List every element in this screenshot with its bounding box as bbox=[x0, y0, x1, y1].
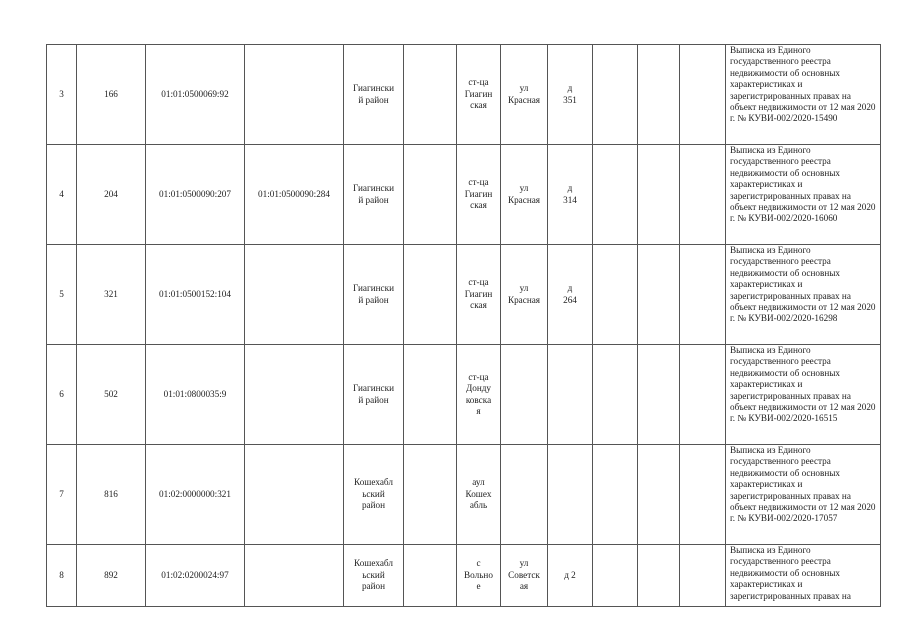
empty-cell bbox=[680, 445, 726, 545]
empty-cell bbox=[404, 545, 457, 607]
row-number: 4 bbox=[47, 145, 77, 245]
row-number: 5 bbox=[47, 245, 77, 345]
district: Гиагински й район bbox=[344, 145, 404, 245]
house: д 264 bbox=[548, 245, 593, 345]
cadastral-number: 01:01:0800035:9 bbox=[146, 345, 245, 445]
registry-number: 166 bbox=[77, 45, 146, 145]
empty-cell bbox=[680, 545, 726, 607]
cadastral-number: 01:02:0000000:321 bbox=[146, 445, 245, 545]
empty-cell bbox=[404, 445, 457, 545]
locality: ст-ца Гиагин ская bbox=[457, 45, 501, 145]
cadastral-number: 01:01:0500152:104 bbox=[146, 245, 245, 345]
row-number: 7 bbox=[47, 445, 77, 545]
document-reference: Выписка из Единого государственного реестра недвижимости об основных характеристиках и зарегистрированных правах на объект недвижимости от 12 мая 2020 г. № КУВИ-002/2020-15490 bbox=[726, 45, 881, 145]
street: ул Советск ая bbox=[501, 545, 548, 607]
registry-number: 892 bbox=[77, 545, 146, 607]
table-row bbox=[47, 445, 881, 545]
empty-cell bbox=[593, 445, 638, 545]
related-cadastral-number bbox=[245, 45, 344, 145]
street bbox=[501, 445, 548, 545]
street: ул Красная bbox=[501, 145, 548, 245]
related-cadastral-number bbox=[245, 245, 344, 345]
table-row bbox=[47, 45, 881, 145]
street: ул Красная bbox=[501, 245, 548, 345]
empty-cell bbox=[638, 345, 680, 445]
registry-number: 321 bbox=[77, 245, 146, 345]
related-cadastral-number bbox=[245, 445, 344, 545]
empty-cell bbox=[680, 345, 726, 445]
house: д 314 bbox=[548, 145, 593, 245]
empty-cell bbox=[593, 145, 638, 245]
district: Гиагински й район bbox=[344, 345, 404, 445]
document-reference: Выписка из Единого государственного реестра недвижимости об основных характеристиках и зарегистрированных правах на объект недвижимости от 12 мая 2020 г. № КУВИ-002/2020-16298 bbox=[726, 245, 881, 345]
empty-cell bbox=[638, 145, 680, 245]
row-number: 8 bbox=[47, 545, 77, 607]
table-row bbox=[47, 145, 881, 245]
district: Кошехабл ьский район bbox=[344, 545, 404, 607]
row-number: 3 bbox=[47, 45, 77, 145]
document-reference: Выписка из Единого государственного реестра недвижимости об основных характеристиках и зарегистрированных правах на объект недвижимости от 12 мая 2020 г. № КУВИ-002/2020-16515 bbox=[726, 345, 881, 445]
empty-cell bbox=[680, 245, 726, 345]
house bbox=[548, 445, 593, 545]
table-row bbox=[47, 345, 881, 445]
district: Гиагински й район bbox=[344, 245, 404, 345]
locality: ст-ца Гиагин ская bbox=[457, 245, 501, 345]
registry-number: 816 bbox=[77, 445, 146, 545]
empty-cell bbox=[680, 45, 726, 145]
street bbox=[501, 345, 548, 445]
cadastral-number: 01:02:0200024:97 bbox=[146, 545, 245, 607]
empty-cell bbox=[638, 245, 680, 345]
locality: ст-ца Донду ковска я bbox=[457, 345, 501, 445]
registry-table bbox=[46, 44, 881, 607]
registry-number: 204 bbox=[77, 145, 146, 245]
empty-cell bbox=[638, 545, 680, 607]
empty-cell bbox=[638, 45, 680, 145]
empty-cell bbox=[404, 345, 457, 445]
row-number: 6 bbox=[47, 345, 77, 445]
locality: с Вольно е bbox=[457, 545, 501, 607]
empty-cell bbox=[638, 445, 680, 545]
document-reference: Выписка из Единого государственного реестра недвижимости об основных характеристиках и зарегистрированных правах на объект недвижимости от 12 мая 2020 г. № КУВИ-002/2020-16060 bbox=[726, 145, 881, 245]
house bbox=[548, 345, 593, 445]
empty-cell bbox=[593, 545, 638, 607]
table-row bbox=[47, 245, 881, 345]
empty-cell bbox=[404, 245, 457, 345]
street: ул Красная bbox=[501, 45, 548, 145]
empty-cell bbox=[593, 45, 638, 145]
document-reference: Выписка из Единого государственного реестра недвижимости об основных характеристиках и зарегистрированных правах на bbox=[726, 545, 881, 607]
document-reference: Выписка из Единого государственного реестра недвижимости об основных характеристиках и зарегистрированных правах на объект недвижимости от 12 мая 2020 г. № КУВИ-002/2020-17057 bbox=[726, 445, 881, 545]
locality: ст-ца Гиагин ская bbox=[457, 145, 501, 245]
cadastral-number: 01:01:0500069:92 bbox=[146, 45, 245, 145]
empty-cell bbox=[593, 345, 638, 445]
house: д 2 bbox=[548, 545, 593, 607]
empty-cell bbox=[404, 145, 457, 245]
cadastral-number: 01:01:0500090:207 bbox=[146, 145, 245, 245]
empty-cell bbox=[404, 45, 457, 145]
related-cadastral-number: 01:01:0500090:284 bbox=[245, 145, 344, 245]
related-cadastral-number bbox=[245, 545, 344, 607]
district: Кошехабл ьский район bbox=[344, 445, 404, 545]
empty-cell bbox=[680, 145, 726, 245]
house: д 351 bbox=[548, 45, 593, 145]
empty-cell bbox=[593, 245, 638, 345]
district: Гиагински й район bbox=[344, 45, 404, 145]
table-row bbox=[47, 545, 881, 607]
registry-number: 502 bbox=[77, 345, 146, 445]
locality: аул Кошех абль bbox=[457, 445, 501, 545]
related-cadastral-number bbox=[245, 345, 344, 445]
